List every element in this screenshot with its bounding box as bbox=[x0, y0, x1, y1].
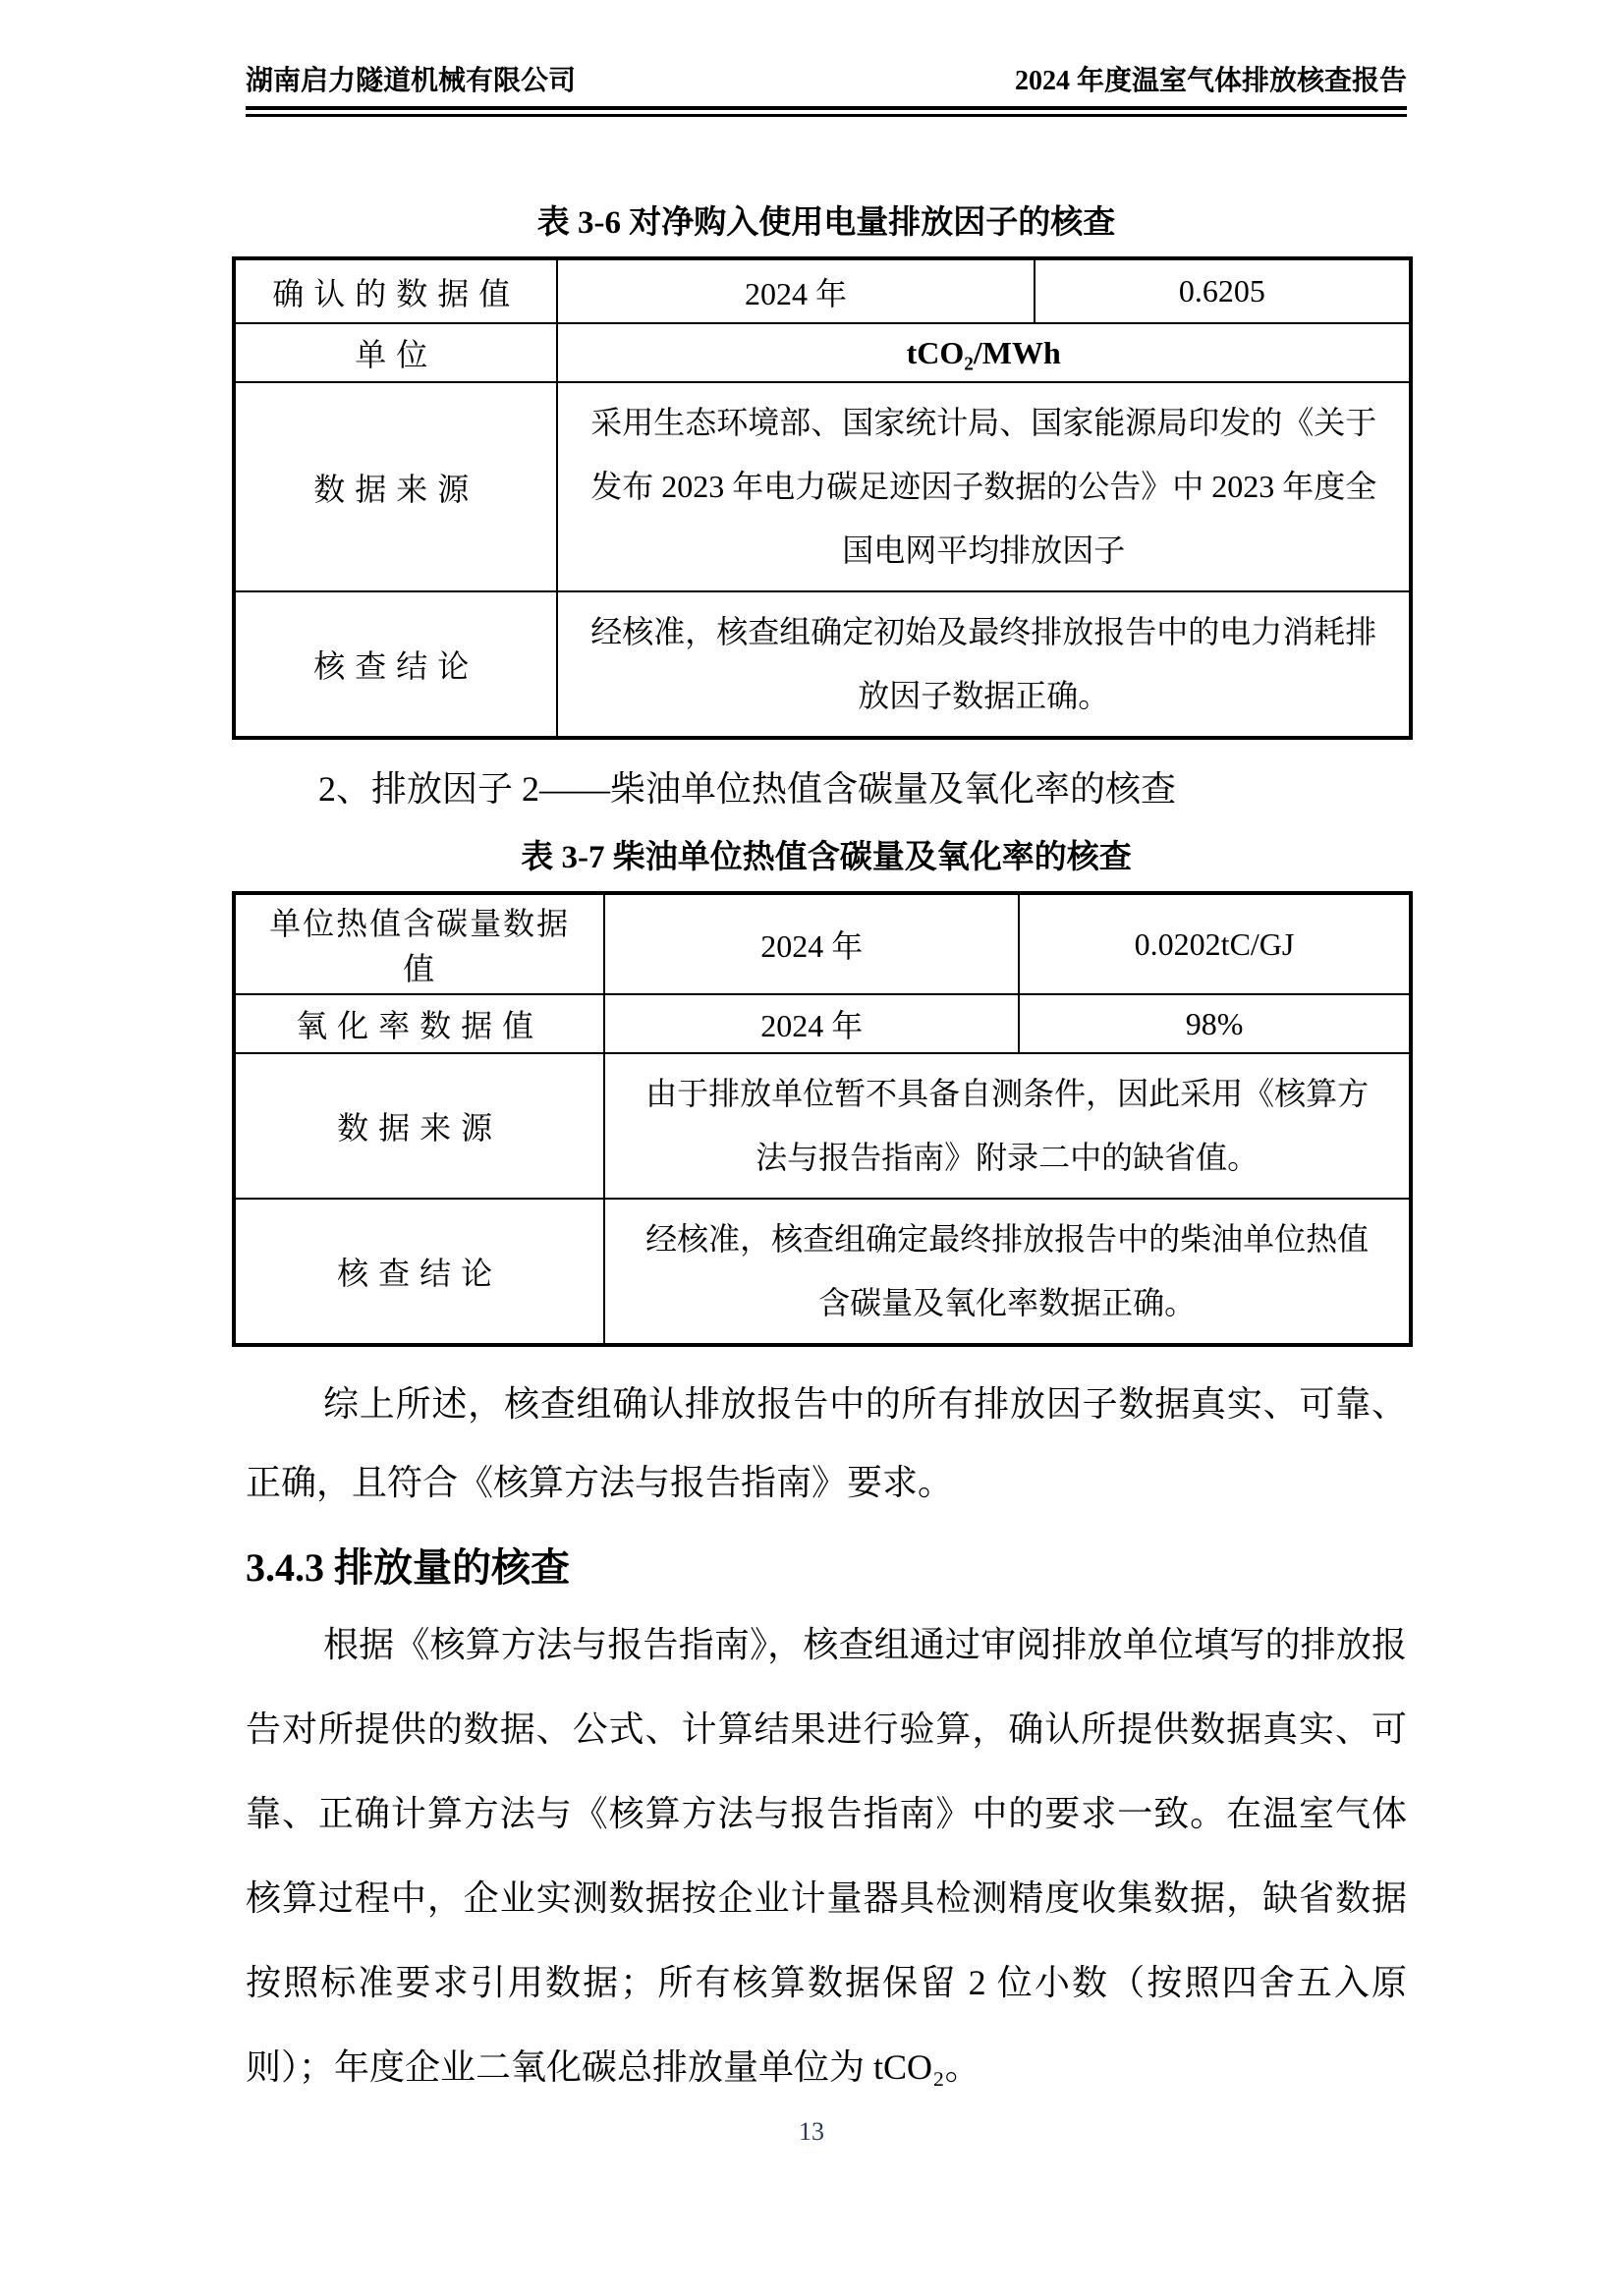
t37-r1-period: 2024 年 bbox=[604, 893, 1019, 994]
table-row bbox=[234, 893, 1411, 994]
table-3-7-caption: 表 3-7 柴油单位热值含碳量及氧化率的核查 bbox=[521, 840, 1132, 875]
t37-r1-label: 单位热值含碳量数据值 bbox=[234, 893, 604, 994]
table-row bbox=[234, 382, 1411, 591]
report-title: 2024 年度温室气体排放核查报告 bbox=[1014, 66, 1407, 96]
summary-paragraph: 综上所述，核查组确认排放报告中的所有排放因子数据真实、可靠、正确，且符合《核算方法与报告指南》要求。 bbox=[246, 1384, 1407, 1502]
t36-r2-value: tCO₂/MWh bbox=[557, 323, 1411, 382]
page-number: 13 bbox=[799, 2117, 824, 2146]
t37-r3-value: 由于排放单位暂不具备自测条件，因此采用《核算方法与报告指南》附录二中的缺省值。 bbox=[604, 1053, 1411, 1199]
item-2-heading: 2、排放因子 2——柴油单位热值含碳量及氧化率的核查 bbox=[318, 769, 1177, 809]
section-3-4-3-body: 根据《核算方法与报告指南》，核查组通过审阅排放单位填写的排放报告对所提供的数据、公式、计算结果进行验算，确认所提供数据真实、可靠、正确计算方法与《核算方法与报告指南》中的要求一致。在温室气体核算过程中，企业实测数据按企业计量器具检测精度收集数据，缺省数据按照标准要求引用数据；所有核算数据保留 2 位小数（按照四舍五入原则）；年度企业二氧化碳总排放量单位为 tCO₂。 bbox=[246, 1625, 1407, 2087]
t36-r3-value: 采用生态环境部、国家统计局、国家能源局印发的《关于发布 2023 年电力碳足迹因子数据的公告》中 2023 年度全国电网平均排放因子 bbox=[557, 382, 1411, 591]
table-3-6 bbox=[232, 256, 1413, 740]
t37-r4-label: 核查结论 bbox=[234, 1199, 604, 1345]
page-header bbox=[246, 63, 1407, 100]
t37-r2-label: 氧化率数据值 bbox=[234, 994, 604, 1053]
table-row bbox=[234, 994, 1411, 1053]
company-name: 湖南启力隧道机械有限公司 bbox=[246, 66, 577, 96]
t36-r1-value: 0.6205 bbox=[1035, 258, 1411, 323]
t36-r1-period: 2024 年 bbox=[557, 258, 1034, 323]
section-3-4-3-heading: 3.4.3 排放量的核查 bbox=[246, 1545, 570, 1590]
header-divider bbox=[246, 106, 1407, 117]
t37-r1-value: 0.0202tC/GJ bbox=[1019, 893, 1411, 994]
t36-r3-label: 数据来源 bbox=[234, 382, 557, 591]
t36-r2-label: 单位 bbox=[234, 323, 557, 382]
table-row bbox=[234, 1053, 1411, 1199]
table-3-7 bbox=[232, 891, 1413, 1347]
t36-r1-label: 确认的数据值 bbox=[234, 258, 557, 323]
t37-r4-value: 经核准，核查组确定最终排放报告中的柴油单位热值含碳量及氧化率数据正确。 bbox=[604, 1199, 1411, 1345]
t36-r4-label: 核查结论 bbox=[234, 591, 557, 738]
table-3-6-caption: 表 3-6 对净购入使用电量排放因子的核查 bbox=[536, 205, 1116, 241]
table-row bbox=[234, 323, 1411, 382]
t37-r2-period: 2024 年 bbox=[604, 994, 1019, 1053]
table-row bbox=[234, 258, 1411, 323]
t37-r3-label: 数据来源 bbox=[234, 1053, 604, 1199]
table-row bbox=[234, 591, 1411, 738]
t36-r4-value: 经核准，核查组确定初始及最终排放报告中的电力消耗排放因子数据正确。 bbox=[557, 591, 1411, 738]
table-row bbox=[234, 1199, 1411, 1345]
t37-r2-value: 98% bbox=[1019, 994, 1411, 1053]
